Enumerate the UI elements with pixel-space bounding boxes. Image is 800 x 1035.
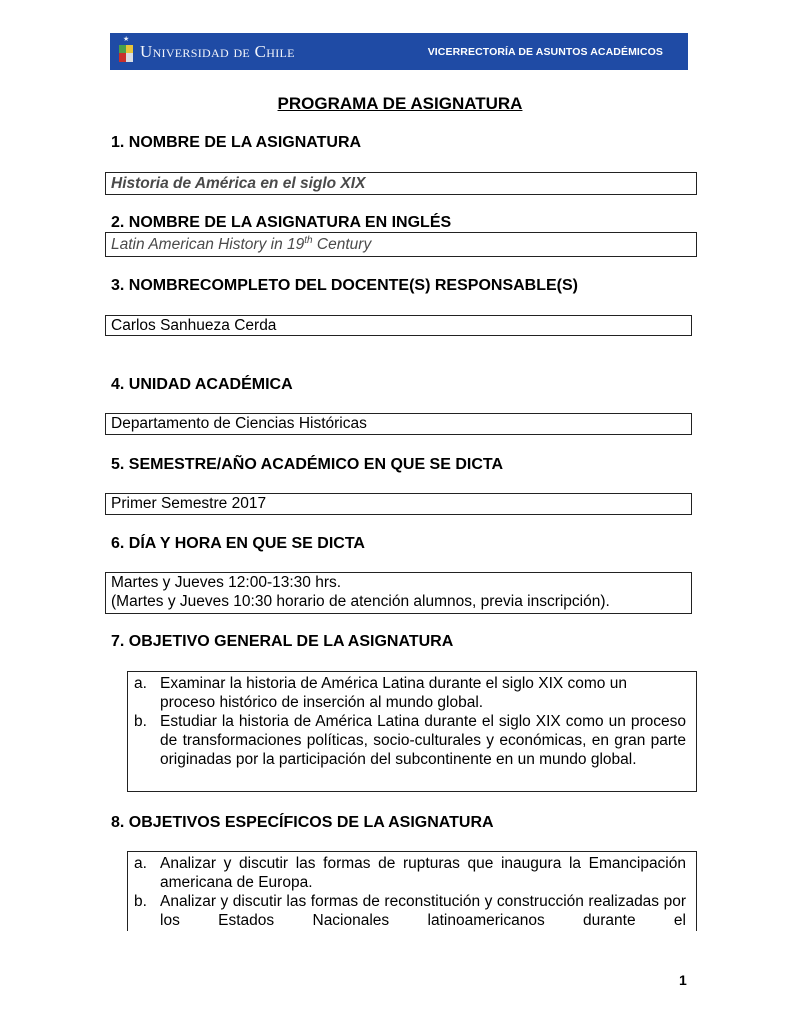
list-item: b. Estudiar la historia de América Latina durante el siglo XIX como un proceso de transformaciones políticas, socio-culturales y económicas, en gran parte originadas por la participación del subcontinente en un mundo global. (134, 713, 686, 768)
semester-field (105, 493, 692, 515)
course-name-english-value: Latin American History in 19th Century (111, 234, 372, 253)
office-name: VICERRECTORÍA DE ASUNTOS ACADÉMICOS (427, 46, 663, 58)
list-item: b. Analizar y discutir las formas de reconstitución y construcción realizadas por los Estados Nacionales latinoamericanos durante el (134, 893, 686, 929)
specific-objectives-box (127, 851, 697, 931)
list-item: a. Analizar y discutir las formas de rupturas que inaugura la Emancipación americana de Europa. (134, 855, 686, 891)
section-heading-8: 8. OBJETIVOS ESPECÍFICOS DE LA ASIGNATURA (111, 814, 494, 831)
section-heading-6: 6. DÍA Y HORA EN QUE SE DICTA (111, 535, 365, 552)
list-item: a. Examinar la historia de América Latina durante el siglo XIX como un proceso histórico de inserción al mundo global. (134, 675, 627, 711)
header-banner (110, 33, 688, 70)
section-heading-7: 7. OBJETIVO GENERAL DE LA ASIGNATURA (111, 633, 454, 650)
course-name-value: Historia de América en el siglo XIX (111, 175, 366, 192)
academic-unit-value: Departamento de Ciencias Históricas (111, 415, 367, 432)
section-heading-4: 4. UNIDAD ACADÉMICA (111, 376, 293, 393)
schedule-field (105, 572, 692, 614)
course-name-english-field (105, 232, 697, 257)
section-heading-1: 1. NOMBRE DE LA ASIGNATURA (111, 134, 362, 151)
semester-value: Primer Semestre 2017 (111, 495, 267, 512)
university-name: Universidad de Chile (140, 42, 295, 61)
instructor-field (105, 315, 692, 336)
schedule-line-1: Martes y Jueves 12:00-13:30 hrs. (111, 574, 342, 591)
document-title: PROGRAMA DE ASIGNATURA (277, 94, 523, 113)
schedule-line-2: (Martes y Jueves 10:30 horario de atención alumnos, previa inscripción). (111, 593, 610, 610)
general-objectives-box (127, 671, 697, 792)
instructor-value: Carlos Sanhueza Cerda (111, 317, 277, 334)
section-heading-5: 5. SEMESTRE/AÑO ACADÉMICO EN QUE SE DICTA (111, 456, 504, 473)
page-number: 1 (679, 972, 687, 988)
academic-unit-field (105, 413, 692, 435)
star-icon: ★ (123, 36, 130, 43)
section-heading-2: 2. NOMBRE DE LA ASIGNATURA EN INGLÉS (111, 214, 452, 231)
section-heading-3: 3. NOMBRECOMPLETO DEL DOCENTE(S) RESPONSABLE(S) (111, 277, 578, 294)
university-crest-icon (119, 37, 133, 67)
course-name-field (105, 172, 697, 195)
